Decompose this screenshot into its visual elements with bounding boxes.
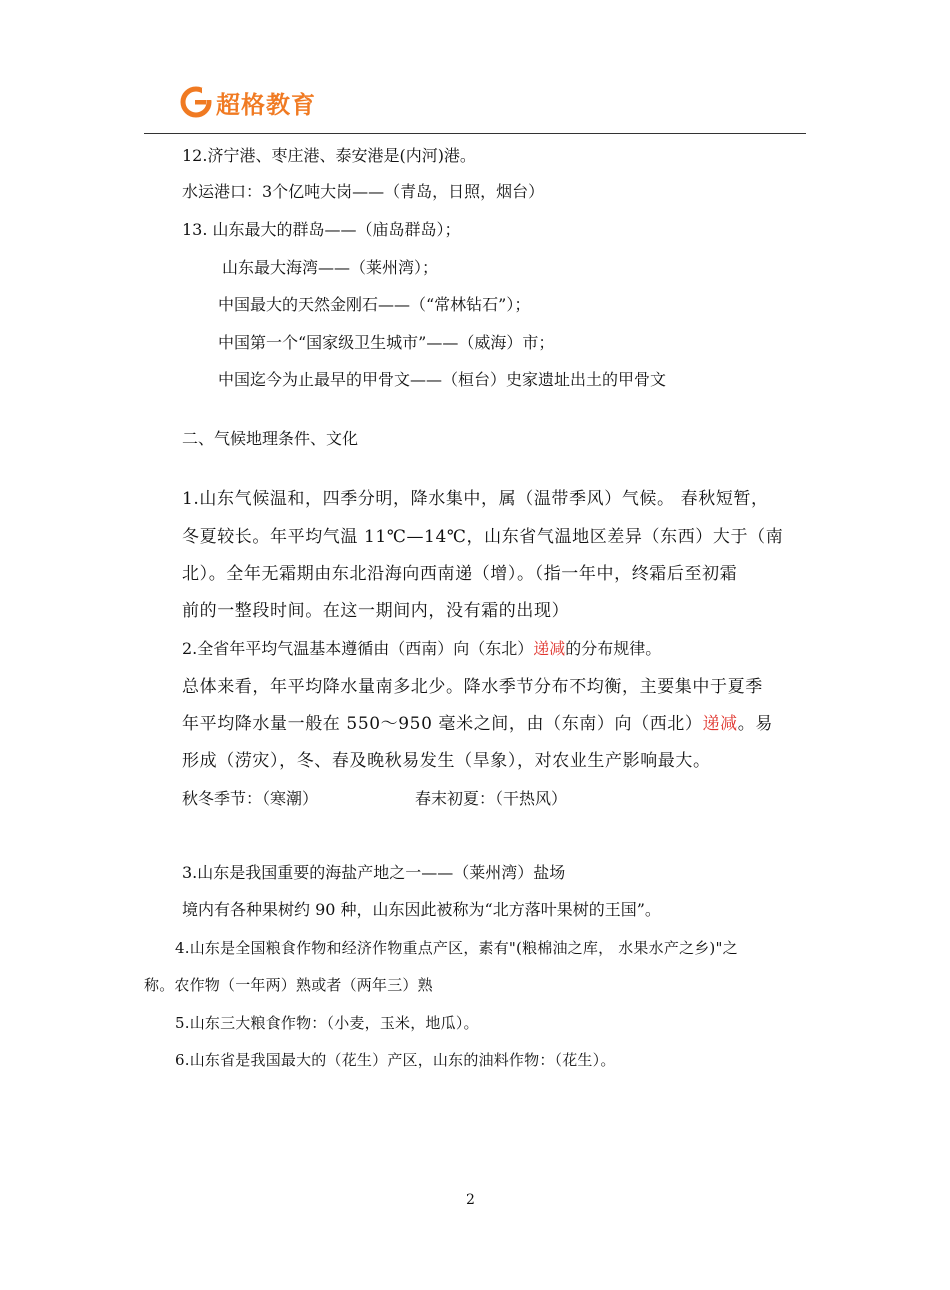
p2-line-1-a: 2.全省年平均气温基本遵循由（西南）向（东北） [182,639,534,658]
p2-line-2: 总体来看，年平均降水量南多北少。降水季节分布不均衡，主要集中于夏季 [182,677,763,697]
line-12: 12.济宁港、枣庄港、泰安港是(内河)港。 [182,146,476,165]
p2-line-3-a: 年平均降水量一般在 550～950 毫米之间，由（东南）向（西北） [182,714,703,734]
p1-line-2: 冬夏较长。年平均气温 11℃—14℃，山东省气温地区差异（东西）大于（南 [182,527,784,547]
p4-line-1: 4.山东是全国粮食作物和经济作物重点产区，素有"(粮棉油之库， 水果水产之乡)"之 [175,939,738,957]
line-13: 13. 山东最大的群岛——（庙岛群岛）； [182,220,461,239]
p1-line-1: 1.山东气候温和，四季分明，降水集中，属（温带季风）气候。 春秋短暂， [182,489,769,509]
page-number: 2 [466,1192,475,1208]
p2-line-3 [182,713,773,735]
p2-line-3-b: 。易 [737,714,773,734]
p2-line-1-red: 递减 [533,639,566,658]
header-logo [180,84,316,120]
p2-line-4: 形成（涝灾），冬、春及晚秋易发生（旱象），对农业生产影响最大。 [182,751,711,771]
line-13-city: 中国第一个“国家级卫生城市”——（威海）市； [218,333,555,352]
p1-line-3: 北）。全年无霜期由东北沿海向西南递（增）。（指一年中，终霜后至初霜 [182,564,738,584]
p2-line-1 [182,638,661,660]
line-water-ports: 水运港口：3个亿吨大岗——（青岛，日照，烟台） [182,182,545,201]
p4-line-2: 称。农作物（一年两）熟或者（两年三）熟 [144,976,433,994]
line-13-diamond: 中国最大的天然金刚石——（“常林钻石”）； [218,295,531,314]
p5-line: 5.山东三大粮食作物：（小麦，玉米，地瓜）。 [175,1014,479,1032]
logo-mark-icon [180,86,212,118]
p2-line-5b: 春末初夏：（干热风） [415,789,568,808]
p3-line-2: 境内有各种果树约 90 种，山东因此被称为“北方落叶果树的王国”。 [182,900,661,919]
p1-line-4: 前的一整段时间。在这一期间内，没有霜的出现） [182,601,570,621]
p2-line-3-red: 递减 [702,714,738,734]
p6-line: 6.山东省是我国最大的（花生）产区，山东的油料作物：（花生）。 [175,1051,616,1069]
p2-line-5a: 秋冬季节：（寒潮） [182,789,319,808]
line-13-oracle: 中国迄今为止最早的甲骨文——（桓台）史家遗址出土的甲骨文 [218,370,667,389]
header-rule [144,133,806,134]
logo-text: 超格教育 [216,90,316,119]
p3-line-1: 3.山东是我国重要的海盐产地之一——（莱州湾）盐场 [182,863,566,882]
p2-line-1-b: 的分布规律。 [565,639,662,658]
section-heading: 二、气候地理条件、文化 [182,429,359,448]
line-13-bay: 山东最大海湾——（莱州湾）； [222,258,439,277]
